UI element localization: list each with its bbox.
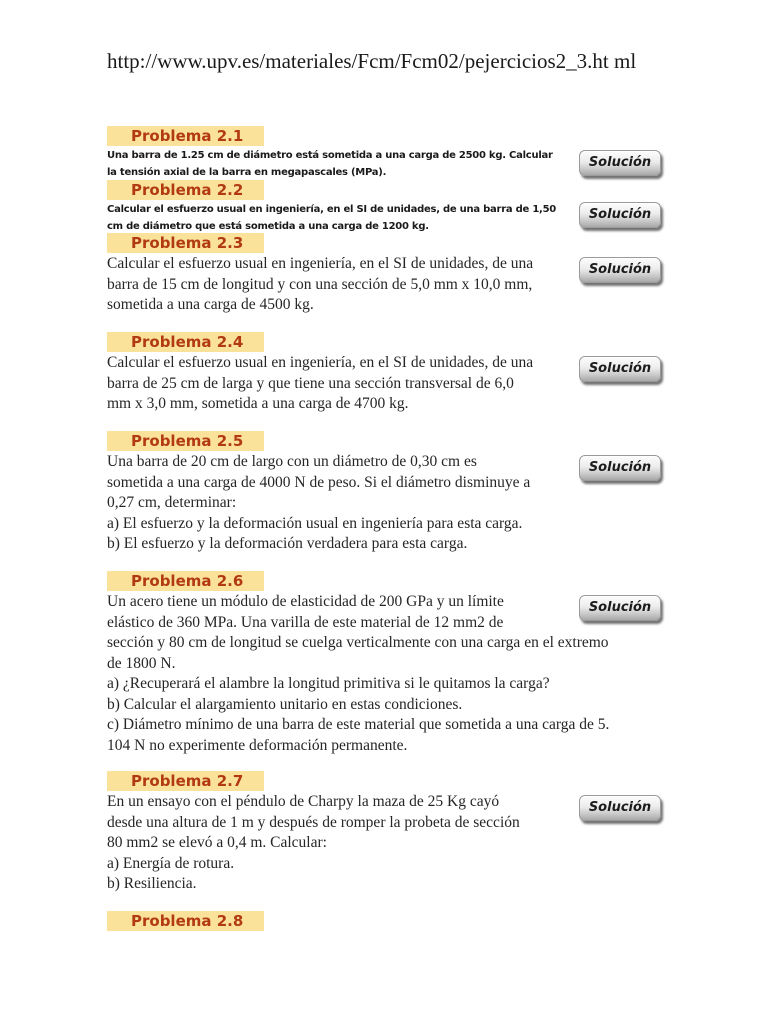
problem-statement bbox=[107, 592, 659, 756]
statement-line: En un ensayo con el péndulo de Charpy la maza de 25 Kg cayó bbox=[107, 793, 500, 810]
problem-statement bbox=[107, 254, 572, 316]
problem-statement bbox=[107, 147, 572, 181]
solution-button[interactable]: Solución bbox=[579, 455, 661, 481]
problem-statement bbox=[107, 353, 572, 415]
statement-line: a) Energía de rotura. bbox=[107, 854, 235, 872]
statement-line: 0,27 cm, determinar: bbox=[107, 494, 237, 511]
problem-title: Problema 2.3 bbox=[107, 233, 264, 253]
statement-line: la tensión axial de la barra en megapascales (MPa). bbox=[107, 167, 387, 178]
problem-statement bbox=[107, 201, 572, 235]
solution-button[interactable]: Solución bbox=[579, 356, 661, 382]
statement-line: a) ¿Recuperará el alambre la longitud primitiva si le quitamos la carga? bbox=[107, 675, 550, 692]
problem-2-6 bbox=[107, 571, 727, 756]
statement-line: mm x 3,0 mm, sometida a una carga de 4700 kg. bbox=[107, 395, 409, 412]
problem-title: Problema 2.7 bbox=[107, 771, 264, 791]
statement-line: de 1800 N. bbox=[107, 654, 176, 672]
problem-title: Problema 2.6 bbox=[107, 571, 264, 591]
problem-title: Problema 2.4 bbox=[107, 332, 264, 352]
problem-title: Problema 2.5 bbox=[107, 431, 264, 451]
statement-line: Una barra de 20 cm de largo con un diámetro de 0,30 cm es bbox=[107, 453, 477, 470]
statement-line: sometida a una carga de 4000 N de peso. Si el diámetro disminuye a bbox=[107, 473, 531, 491]
statement-line: b) El esfuerzo y la deformación verdadera para esta carga. bbox=[107, 535, 468, 552]
statement-line: barra de 25 cm de larga y que tiene una sección transversal de 6,0 bbox=[107, 374, 514, 392]
problem-statement bbox=[107, 792, 572, 895]
solution-button[interactable]: Solución bbox=[579, 257, 661, 283]
problem-2-7 bbox=[107, 771, 727, 895]
statement-line: cm de diámetro que está sometida a una carga de 1200 kg. bbox=[107, 221, 429, 232]
statement-line: elástico de 360 MPa. Una varilla de este material de 12 mm2 de bbox=[107, 613, 504, 631]
problem-title: Problema 2.8 bbox=[107, 911, 264, 931]
statement-line: 80 mm2 se elevó a 0,4 m. Calcular: bbox=[107, 834, 327, 851]
statement-line: b) Resiliencia. bbox=[107, 875, 197, 892]
problem-title: Problema 2.2 bbox=[107, 180, 264, 200]
statement-line: Calcular el esfuerzo usual en ingeniería, en el SI de unidades, de una bbox=[107, 354, 534, 371]
solution-button[interactable]: Solución bbox=[579, 795, 661, 821]
statement-line: Una barra de 1.25 cm de diámetro está sometida a una carga de 2500 kg. Calcular bbox=[107, 150, 553, 161]
problem-2-4 bbox=[107, 332, 727, 415]
solution-button[interactable]: Solución bbox=[579, 595, 661, 621]
problem-2-2 bbox=[107, 180, 727, 235]
statement-line: barra de 15 cm de longitud y con una sección de 5,0 mm x 10,0 mm, bbox=[107, 275, 533, 293]
statement-line: Un acero tiene un módulo de elasticidad de 200 GPa y un límite bbox=[107, 593, 504, 610]
statement-line: c) Diámetro mínimo de una barra de este material que sometida a una carga de 5. bbox=[107, 716, 610, 733]
problem-title: Problema 2.1 bbox=[107, 126, 264, 146]
problem-statement bbox=[107, 452, 572, 555]
problem-2-5 bbox=[107, 431, 727, 555]
problem-2-3 bbox=[107, 233, 727, 316]
solution-button[interactable]: Solución bbox=[579, 202, 661, 228]
statement-line: desde una altura de 1 m y después de romper la probeta de sección bbox=[107, 813, 520, 831]
problem-2-8 bbox=[107, 911, 727, 931]
statement-line: Calcular el esfuerzo usual en ingeniería, en el SI de unidades, de una barra de 1,50 bbox=[107, 204, 556, 215]
source-url: http://www.upv.es/materiales/Fcm/Fcm02/pejercicios2_3.ht ml bbox=[107, 49, 637, 73]
statement-line: b) Calcular el alargamiento unitario en estas condiciones. bbox=[107, 695, 463, 713]
statement-line: sección y 80 cm de longitud se cuelga verticalmente con una carga en el extremo bbox=[107, 634, 609, 651]
statement-line: Calcular el esfuerzo usual en ingeniería, en el SI de unidades, de una bbox=[107, 255, 534, 272]
statement-line: a) El esfuerzo y la deformación usual en ingeniería para esta carga. bbox=[107, 514, 523, 532]
statement-line: 104 N no experimente deformación permanente. bbox=[107, 736, 408, 754]
solution-button[interactable]: Solución bbox=[579, 150, 661, 176]
statement-line: sometida a una carga de 4500 kg. bbox=[107, 296, 314, 313]
problem-2-1 bbox=[107, 126, 727, 181]
